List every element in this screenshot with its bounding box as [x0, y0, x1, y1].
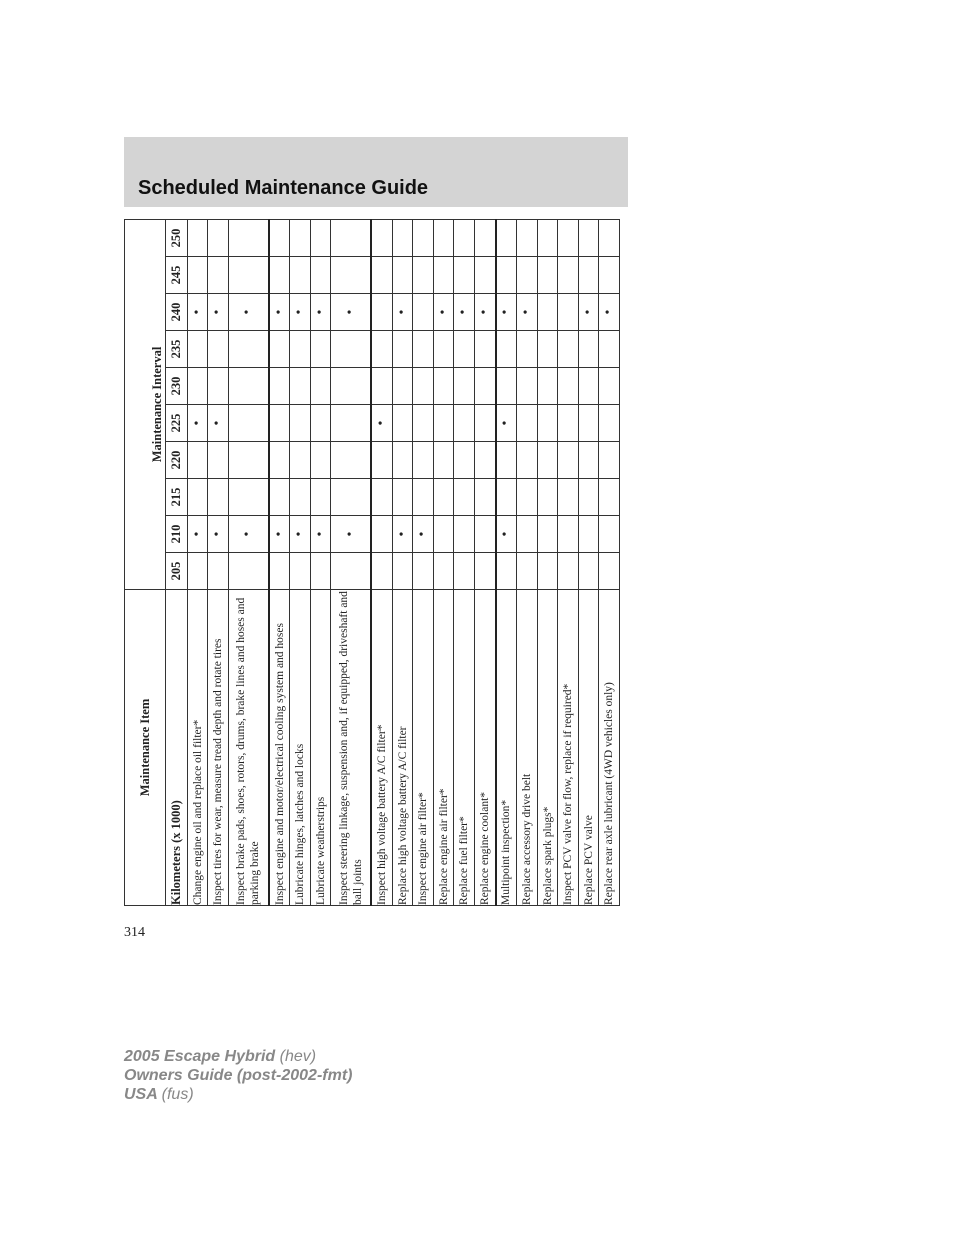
rotated-table-wrapper: [124, 225, 620, 906]
interval-mark-cell: [558, 368, 579, 405]
maintenance-item-cell: Replace engine coolant*: [474, 590, 495, 906]
interval-mark-cell: [331, 219, 371, 256]
footer-market: USA: [124, 1086, 158, 1103]
footer-line-1: [124, 1047, 352, 1066]
interval-mark-cell: [537, 479, 558, 516]
kilometers-header-row: [166, 219, 188, 905]
interval-mark-cell: [433, 553, 454, 590]
interval-mark-cell: [558, 442, 579, 479]
interval-mark-cell: [578, 553, 599, 590]
interval-mark-cell: [371, 553, 392, 590]
maintenance-item-cell: Multipoint inspection*: [496, 590, 517, 906]
interval-mark-cell: •: [578, 294, 599, 331]
maintenance-item-header: Maintenance Item: [125, 590, 166, 906]
interval-mark-cell: •: [496, 294, 517, 331]
interval-mark-cell: •: [208, 405, 229, 442]
maintenance-item-cell: Inspect brake pads, shoes, rotors, drums, brake lines and hoses and parking brake: [228, 590, 268, 906]
interval-mark-cell: [331, 368, 371, 405]
interval-mark-cell: [392, 553, 413, 590]
interval-mark-cell: •: [454, 294, 475, 331]
interval-mark-cell: [578, 516, 599, 553]
interval-mark-cell: [537, 219, 558, 256]
interval-mark-cell: •: [208, 516, 229, 553]
interval-mark-cell: [269, 442, 290, 479]
interval-mark-cell: [392, 479, 413, 516]
interval-mark-cell: [599, 331, 620, 368]
table-row: [433, 219, 454, 905]
interval-mark-cell: [331, 479, 371, 516]
footer-model: 2005 Escape Hybrid: [124, 1048, 276, 1065]
interval-mark-cell: [496, 257, 517, 294]
maintenance-item-cell: Inspect engine air filter*: [413, 590, 434, 906]
interval-mark-cell: •: [413, 516, 434, 553]
interval-mark-cell: •: [269, 516, 290, 553]
interval-mark-cell: [558, 553, 579, 590]
interval-mark-cell: •: [474, 294, 495, 331]
interval-mark-cell: [578, 219, 599, 256]
footer-line-3: [124, 1085, 352, 1104]
interval-250-header: 250: [166, 219, 188, 256]
interval-mark-cell: [474, 553, 495, 590]
interval-mark-cell: [474, 479, 495, 516]
interval-mark-cell: [578, 257, 599, 294]
interval-mark-cell: [310, 479, 331, 516]
interval-mark-cell: [599, 479, 620, 516]
maintenance-item-cell: Inspect high voltage battery A/C filter*: [371, 590, 392, 906]
interval-mark-cell: [269, 331, 290, 368]
table-row: [578, 219, 599, 905]
interval-mark-cell: [599, 368, 620, 405]
interval-mark-cell: [392, 405, 413, 442]
interval-mark-cell: [454, 479, 475, 516]
interval-mark-cell: [454, 442, 475, 479]
interval-mark-cell: [310, 219, 331, 256]
interval-mark-cell: [290, 219, 311, 256]
table-row: [208, 219, 229, 905]
interval-mark-cell: [228, 405, 268, 442]
interval-mark-cell: [187, 331, 208, 368]
interval-mark-cell: [371, 331, 392, 368]
interval-mark-cell: [474, 516, 495, 553]
maintenance-table: [124, 219, 620, 906]
interval-mark-cell: •: [517, 294, 538, 331]
interval-mark-cell: [474, 442, 495, 479]
interval-mark-cell: [269, 553, 290, 590]
interval-mark-cell: [517, 516, 538, 553]
interval-mark-cell: [599, 257, 620, 294]
interval-mark-cell: [496, 553, 517, 590]
interval-mark-cell: [208, 442, 229, 479]
interval-mark-cell: [517, 553, 538, 590]
interval-mark-cell: •: [496, 516, 517, 553]
interval-mark-cell: [558, 405, 579, 442]
maintenance-item-cell: Lubricate hinges, latches and locks: [290, 590, 311, 906]
interval-mark-cell: [371, 294, 392, 331]
interval-mark-cell: [558, 294, 579, 331]
interval-mark-cell: [517, 257, 538, 294]
interval-mark-cell: •: [187, 516, 208, 553]
interval-mark-cell: [599, 516, 620, 553]
interval-mark-cell: [187, 257, 208, 294]
interval-mark-cell: [558, 257, 579, 294]
interval-mark-cell: [454, 553, 475, 590]
interval-mark-cell: [496, 442, 517, 479]
table-row: [187, 219, 208, 905]
interval-mark-cell: [413, 219, 434, 256]
interval-mark-cell: [413, 553, 434, 590]
interval-225-header: 225: [166, 405, 188, 442]
interval-mark-cell: [331, 442, 371, 479]
table-row: [537, 219, 558, 905]
maintenance-item-cell: Inspect steering linkage, suspension and, if equipped, driveshaft and ball joints: [331, 590, 371, 906]
interval-mark-cell: [517, 405, 538, 442]
interval-mark-cell: [433, 442, 454, 479]
interval-mark-cell: [474, 331, 495, 368]
interval-mark-cell: [599, 442, 620, 479]
interval-mark-cell: [187, 479, 208, 516]
interval-mark-cell: •: [496, 405, 517, 442]
table-row: [413, 219, 434, 905]
interval-mark-cell: [517, 479, 538, 516]
table-row: [454, 219, 475, 905]
interval-215-header: 215: [166, 479, 188, 516]
interval-mark-cell: [537, 257, 558, 294]
interval-mark-cell: [331, 553, 371, 590]
interval-mark-cell: [371, 442, 392, 479]
interval-mark-cell: •: [269, 294, 290, 331]
interval-mark-cell: [290, 405, 311, 442]
table-row: [496, 219, 517, 905]
interval-mark-cell: •: [371, 405, 392, 442]
interval-mark-cell: [578, 442, 599, 479]
footer: [124, 1047, 352, 1104]
interval-mark-cell: •: [392, 516, 413, 553]
maintenance-item-cell: Replace fuel filter*: [454, 590, 475, 906]
interval-mark-cell: [433, 405, 454, 442]
interval-mark-cell: [558, 479, 579, 516]
interval-mark-cell: [228, 479, 268, 516]
interval-mark-cell: [290, 368, 311, 405]
interval-mark-cell: [474, 405, 495, 442]
interval-mark-cell: •: [310, 294, 331, 331]
interval-mark-cell: [228, 442, 268, 479]
interval-mark-cell: [392, 442, 413, 479]
interval-mark-cell: [496, 368, 517, 405]
header-band: [124, 137, 628, 207]
table-row: [558, 219, 579, 905]
kilometers-header: Kilometers (x 1000): [166, 590, 188, 906]
interval-mark-cell: [331, 331, 371, 368]
interval-mark-cell: [392, 219, 413, 256]
interval-mark-cell: [392, 368, 413, 405]
maintenance-item-cell: Replace PCV valve: [578, 590, 599, 906]
interval-mark-cell: [537, 516, 558, 553]
interval-mark-cell: [496, 331, 517, 368]
maintenance-item-cell: Replace high voltage battery A/C filter: [392, 590, 413, 906]
interval-mark-cell: [517, 219, 538, 256]
interval-mark-cell: •: [331, 516, 371, 553]
interval-mark-cell: [228, 219, 268, 256]
maintenance-item-cell: Replace accessory drive belt: [517, 590, 538, 906]
interval-mark-cell: •: [392, 294, 413, 331]
interval-mark-cell: [228, 553, 268, 590]
interval-mark-cell: [433, 331, 454, 368]
interval-mark-cell: [413, 405, 434, 442]
table-row: [228, 219, 268, 905]
interval-mark-cell: [474, 368, 495, 405]
interval-mark-cell: [537, 553, 558, 590]
interval-mark-cell: •: [290, 294, 311, 331]
interval-mark-cell: [310, 331, 331, 368]
interval-mark-cell: [413, 331, 434, 368]
interval-mark-cell: •: [290, 516, 311, 553]
interval-mark-cell: [433, 516, 454, 553]
interval-mark-cell: [392, 257, 413, 294]
interval-mark-cell: [269, 368, 290, 405]
table-row: [474, 219, 495, 905]
interval-mark-cell: [599, 219, 620, 256]
interval-mark-cell: [208, 257, 229, 294]
interval-mark-cell: [578, 368, 599, 405]
interval-mark-cell: [208, 479, 229, 516]
maintenance-item-cell: Inspect engine and motor/electrical cooling system and hoses: [269, 590, 290, 906]
interval-mark-cell: [310, 405, 331, 442]
interval-mark-cell: [371, 257, 392, 294]
interval-mark-cell: [228, 331, 268, 368]
interval-mark-cell: •: [433, 294, 454, 331]
interval-mark-cell: [331, 257, 371, 294]
interval-mark-cell: [558, 516, 579, 553]
table-row: [392, 219, 413, 905]
interval-mark-cell: [537, 442, 558, 479]
interval-mark-cell: [517, 442, 538, 479]
interval-mark-cell: [474, 257, 495, 294]
interval-mark-cell: •: [228, 516, 268, 553]
interval-mark-cell: [208, 368, 229, 405]
interval-mark-cell: [454, 219, 475, 256]
interval-mark-cell: [208, 331, 229, 368]
interval-235-header: 235: [166, 331, 188, 368]
interval-mark-cell: •: [599, 294, 620, 331]
interval-mark-cell: [433, 368, 454, 405]
maintenance-item-cell: Replace engine air filter*: [433, 590, 454, 906]
page-title: Scheduled Maintenance Guide: [138, 177, 429, 199]
interval-mark-cell: [290, 257, 311, 294]
interval-mark-cell: [517, 368, 538, 405]
interval-mark-cell: [599, 405, 620, 442]
interval-mark-cell: [578, 331, 599, 368]
interval-mark-cell: [413, 479, 434, 516]
maintenance-item-cell: Change engine oil and replace oil filter*: [187, 590, 208, 906]
interval-mark-cell: [310, 257, 331, 294]
maintenance-item-cell: Inspect PCV valve for flow, replace if required*: [558, 590, 579, 906]
maintenance-item-cell: Replace rear axle lubricant (4WD vehicles only): [599, 590, 620, 906]
interval-mark-cell: [310, 553, 331, 590]
table-row: [331, 219, 371, 905]
interval-mark-cell: [269, 219, 290, 256]
interval-205-header: 205: [166, 553, 188, 590]
interval-mark-cell: [599, 553, 620, 590]
footer-line-2: Owners Guide (post-2002-fmt): [124, 1067, 353, 1084]
interval-mark-cell: •: [310, 516, 331, 553]
interval-mark-cell: [433, 219, 454, 256]
interval-210-header: 210: [166, 516, 188, 553]
interval-mark-cell: [187, 219, 208, 256]
interval-mark-cell: [187, 442, 208, 479]
interval-mark-cell: [371, 368, 392, 405]
interval-220-header: 220: [166, 442, 188, 479]
interval-240-header: 240: [166, 294, 188, 331]
footer-market-code: (fus): [161, 1086, 194, 1103]
interval-mark-cell: •: [228, 294, 268, 331]
interval-mark-cell: [537, 368, 558, 405]
page-number: 314: [124, 925, 145, 940]
maintenance-item-cell: Replace spark plugs*: [537, 590, 558, 906]
table-row: [371, 219, 392, 905]
interval-245-header: 245: [166, 257, 188, 294]
interval-mark-cell: [392, 331, 413, 368]
interval-mark-cell: [413, 442, 434, 479]
interval-mark-cell: [454, 368, 475, 405]
interval-mark-cell: [413, 294, 434, 331]
interval-mark-cell: [208, 219, 229, 256]
interval-mark-cell: [578, 405, 599, 442]
interval-mark-cell: [454, 331, 475, 368]
interval-230-header: 230: [166, 368, 188, 405]
interval-mark-cell: •: [187, 294, 208, 331]
table-row: [517, 219, 538, 905]
interval-mark-cell: •: [331, 294, 371, 331]
footer-model-code: (hev): [279, 1048, 317, 1065]
interval-mark-cell: •: [208, 294, 229, 331]
interval-mark-cell: [228, 368, 268, 405]
interval-mark-cell: [290, 479, 311, 516]
interval-mark-cell: [454, 257, 475, 294]
interval-mark-cell: [433, 257, 454, 294]
interval-mark-cell: [371, 516, 392, 553]
interval-mark-cell: [208, 553, 229, 590]
interval-mark-cell: [537, 331, 558, 368]
interval-mark-cell: [558, 219, 579, 256]
table-row: [290, 219, 311, 905]
interval-mark-cell: [537, 405, 558, 442]
interval-mark-cell: [413, 368, 434, 405]
interval-mark-cell: [413, 257, 434, 294]
table-row: [599, 219, 620, 905]
interval-mark-cell: [578, 479, 599, 516]
interval-mark-cell: [537, 294, 558, 331]
interval-mark-cell: [290, 442, 311, 479]
interval-mark-cell: [454, 405, 475, 442]
interval-mark-cell: [371, 479, 392, 516]
maintenance-table-area: [124, 225, 620, 906]
interval-mark-cell: [517, 331, 538, 368]
interval-mark-cell: •: [187, 405, 208, 442]
interval-mark-cell: [310, 368, 331, 405]
interval-mark-cell: [496, 219, 517, 256]
interval-mark-cell: [269, 257, 290, 294]
interval-mark-cell: [496, 479, 517, 516]
header-row: [125, 219, 166, 905]
maintenance-interval-header: Maintenance Interval: [125, 219, 166, 589]
interval-mark-cell: [558, 331, 579, 368]
interval-mark-cell: [290, 553, 311, 590]
table-row: [269, 219, 290, 905]
interval-mark-cell: [310, 442, 331, 479]
interval-mark-cell: [228, 257, 268, 294]
interval-mark-cell: [454, 516, 475, 553]
interval-mark-cell: [187, 368, 208, 405]
maintenance-item-cell: Lubricate weatherstrips: [310, 590, 331, 906]
table-row: [310, 219, 331, 905]
interval-mark-cell: [290, 331, 311, 368]
interval-mark-cell: [269, 405, 290, 442]
interval-mark-cell: [371, 219, 392, 256]
interval-mark-cell: [331, 405, 371, 442]
interval-mark-cell: [187, 553, 208, 590]
maintenance-item-cell: Inspect tires for wear, measure tread depth and rotate tires: [208, 590, 229, 906]
interval-mark-cell: [474, 219, 495, 256]
interval-mark-cell: [433, 479, 454, 516]
interval-mark-cell: [269, 479, 290, 516]
